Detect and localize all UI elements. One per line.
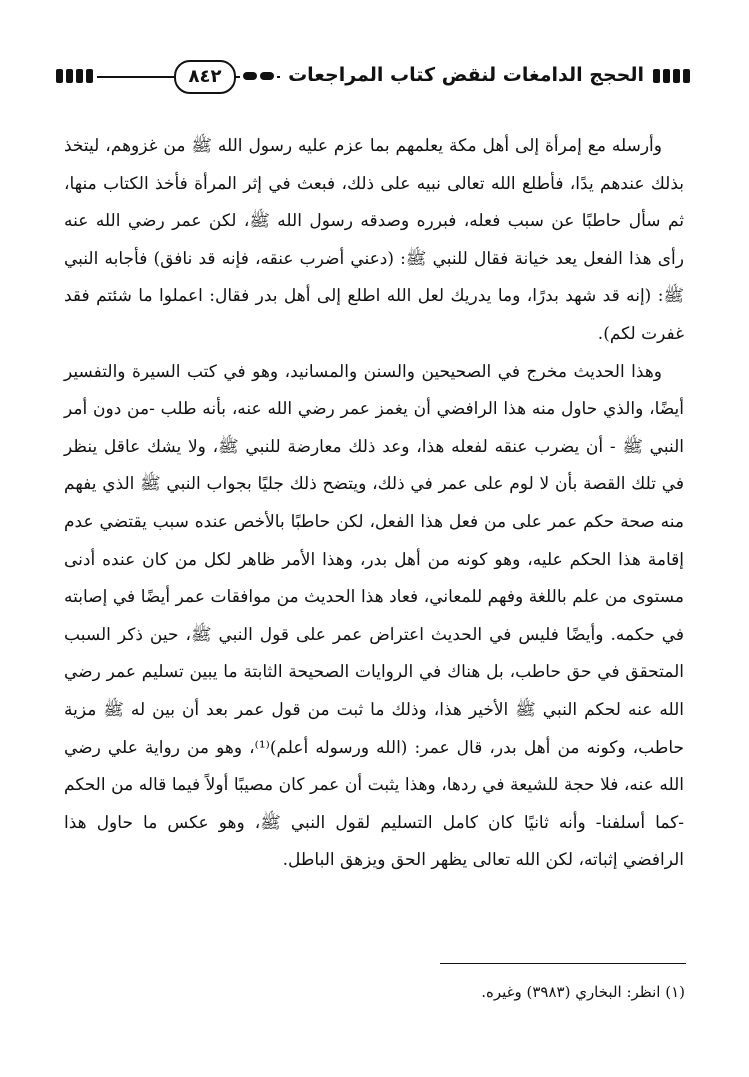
ornament-left-icon <box>56 64 97 88</box>
book-title: الحجج الدامغات لنقض كتاب المراجعات <box>280 62 652 88</box>
paragraph-1: وأرسله مع إمرأة إلى أهل مكة يعلمهم بما عزم عليه رسول الله ﷺ من غزوهم، ليتخذ بذلك عندهم يدًا، فأطلع الله تعالى نبيه على ذلك، فبعث في إثر المرأة فأخذ الكتاب منها، ثم سأل حاطبًا عن سبب فعله، فبرره وصدقه رسول الله ﷺ، لكن عمر رضي الله عنه رأى هذا الفعل يعد خيانة فقال للنبي ﷺ: (دعني أضرب عنقه، فإنه قد نافق) فأجابه النبي ﷺ: (إنه قد شهد بدرًا، وما يدريك لعل الله اطلع إلى أهل بدر فقال: اعملوا ما شئتم فقد غفرت لكم). <box>64 136 684 344</box>
main-text <box>64 128 684 880</box>
footnote: (١) انظر: البخاري (٣٩٨٣) وغيره. <box>481 983 685 1001</box>
ornament-middle-icon <box>240 64 277 88</box>
footnote-separator <box>440 963 686 964</box>
paragraph-2: وهذا الحديث مخرج في الصحيحين والسنن والمسانيد، وهو في كتب السيرة والتفسير أيضًا، والذي حاول منه هذا الرافضي أن يغمز عمر رضي الله عنه، بأنه طلب -من دون أمر النبي ﷺ - أن يضرب عنقه لفعله هذا، وعد ذلك معارضة للنبي ﷺ، ولا يشك عاقل ينظر في تلك القصة بأن لا لوم على عمر في ذلك، ويتضح ذلك جليًا بجواب النبي ﷺ الذي يفهم منه صحة حكم عمر على من فعل هذا الفعل، لكن حاطبًا بالأخص عنده سبب يقتضي عدم إقامة هذا الحكم عليه، وهو كونه من أهل بدر، وهذا الأمر ظاهر لكل من كان عنده أدنى مستوى من علم باللغة وفهم للمعاني، فعاد هذا الحديث من موافقات عمر أيضًا في إصابته في حكمه. وأيضًا فليس في الحديث اعتراض عمر على قول النبي ﷺ، حين ذكر السبب المتحقق في حق حاطب، بل هناك في الروايات الصحيحة الثابتة ما يبين تسليم عمر رضي الله عنه لحكم النبي ﷺ الأخير هذا، وذلك ما ثبت من قول عمر بعد أن بين له ﷺ مزية حاطب، وكونه من أهل بدر، قال عمر: (الله ورسوله أعلم)⁽¹⁾، وهو من رواية علي رضي الله عنه، فلا حجة للشيعة في ردها، وهذا يثبت أن عمر كان مصيبًا أولاً فيما قاله من الحكم -كما أسلفنا- وأنه ثانيًا كان كامل التسليم لقول النبي ﷺ، وهو عكس ما حاول هذا الرافضي إثباته، لكن الله تعالى يظهر الحق ويزهق الباطل. <box>64 361 685 871</box>
page-number: ٨٤٢ <box>174 60 236 94</box>
running-header <box>56 60 690 94</box>
ornament-right-icon <box>649 64 690 88</box>
